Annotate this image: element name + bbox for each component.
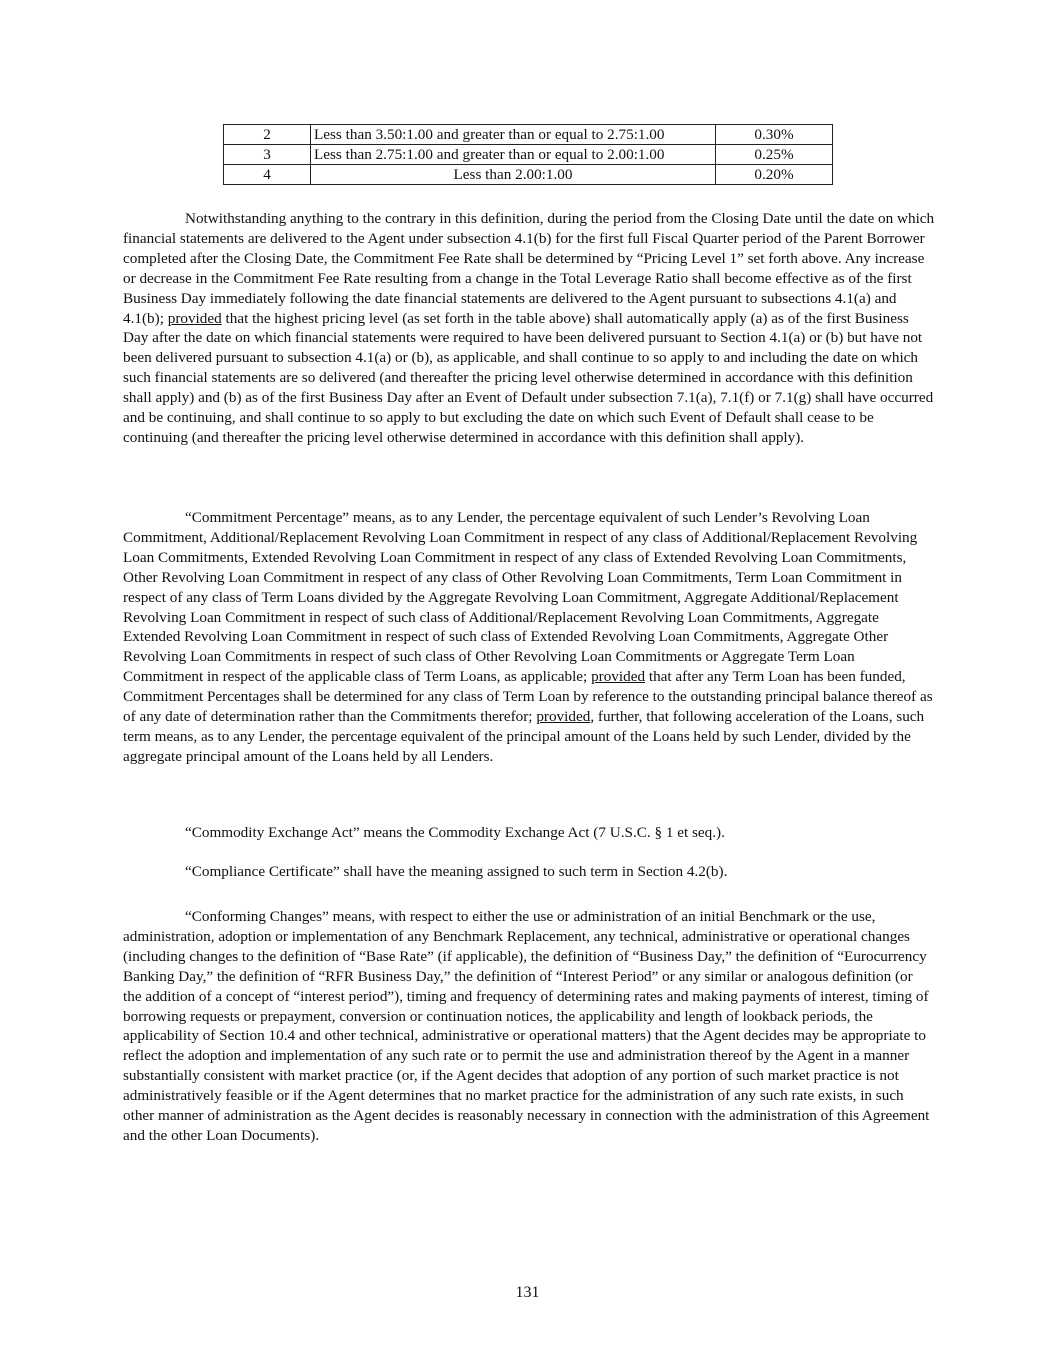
fee-rate-cell: 0.25% [716, 145, 833, 165]
table-row [224, 145, 833, 165]
pricing-level-cell: 4 [224, 165, 311, 185]
leverage-ratio-cell: Less than 2.75:1.00 and greater than or equal to 2.00:1.00 [311, 145, 716, 165]
leverage-ratio-cell: Less than 3.50:1.00 and greater than or equal to 2.75:1.00 [311, 125, 716, 145]
table-row [224, 125, 833, 145]
leverage-ratio-cell: Less than 2.00:1.00 [311, 165, 716, 185]
pricing-level-cell: 2 [224, 125, 311, 145]
provided-term: provided [167, 309, 222, 327]
commodity-exchange-act-definition: “Commodity Exchange Act” means the Commodity Exchange Act (7 U.S.C. § 1 et seq.). [185, 824, 725, 841]
provided-term: provided [591, 668, 646, 686]
fee-rate-cell: 0.20% [716, 165, 833, 185]
pricing-level-cell: 3 [224, 145, 311, 165]
provided-term: provided [536, 708, 591, 726]
fee-rate-cell: 0.30% [716, 125, 833, 145]
table-row [224, 165, 833, 185]
conforming-changes-definition: “Conforming Changes” means, with respect to either the use or administration of an initial Benchmark or the use, administration, adoption or implementation of any Benchmark Replacement, any technical, administrative or operational changes (including changes to the definition of “Base Rate” (if applicable), the definition of “Business Day,” the definition of “Eurocurrency Banking Day,” the definition of “RFR Business Day,” the definition of “Interest Period” or any similar or analogous definition (or the addition of a concept of “interest period”), timing and frequency of determining rates and making payments of interest, timing of borrowing requests or prepayment, conversion or continuation notices, the applicability and length of lookback periods, the applicability of Section 10.4 and other technical, administrative or operational matters) that the Agent decides may be appropriate to reflect the adoption and implementation of any such rate or to permit the use and administration thereof by the Agent in a manner substantially consistent with market practice (or, if the Agent decides that adoption of any portion of such market practice is not administratively feasible or if the Agent determines that no market practice for the administration of any such rate exists, in such other manner of administration as the Agent decides is reasonably necessary in connection with the administration of this Agreement and the other Loan Documents). [123, 908, 930, 1144]
page-number: 131 [515, 1284, 540, 1301]
compliance-certificate-definition: “Compliance Certificate” shall have the meaning assigned to such term in Section 4.2(b). [185, 863, 728, 880]
commitment-percentage-definition: “Commitment Percentage” means, as to any Lender, the percentage equivalent of such Lender’s Revolving Loan Commitment, Additional/Replacement Revolving Loan Commitment in respect of any class of Additional/Replacement Revolving Loan Commitments, Extended Revolving Loan Commitment in respect of any class of Extended Revolving Loan Commitments, Other Revolving Loan Commitment in respect of any class of Other Revolving Loan Commitments, Term Loan Commitment in respect of any class of Term Loans divided by the Aggregate Revolving Loan Commitment, Aggregate Additional/Replacement Revolving Loan Commitment in respect of such class of Additional/Replacement Revolving Loan Commitments, Aggregate Extended Revolving Loan Commitment in respect of such class of Extended Revolving Loan Commitments, Aggregate Other Revolving Loan Commitments in respect of such class of Other Revolving Loan Commitments or Aggregate Term Loan Commitment in respect of the applicable class of Term Loans, as applicable; provided that after any Term Loan has been funded, Commitment Percentages shall be determined for any class of Term Loan by reference to the outstanding principal balance thereof as of any date of determination rather than the Commitments therefor; provided, further, that following acceleration of the Loans, such term means, as to any Lender, the percentage equivalent of the principal amount of the Loans held by such Lender, divided by the aggregate principal amount of the Loans held by all Lenders. [123, 509, 933, 765]
pricing-period-paragraph: Notwithstanding anything to the contrary in this definition, during the period from the Closing Date until the date on which financial statements are delivered to the Agent under subsection 4.1(b) for the first full Fiscal Quarter period of the Parent Borrower completed after the Closing Date, the Commitment Fee Rate shall be determined by “Pricing Level 1” set forth above. Any increase or decrease in the Commitment Fee Rate resulting from a change in the Total Leverage Ratio shall become effective as of the first Business Day immediately following the date financial statements are delivered to the Agent pursuant to subsections 4.1(a) and 4.1(b); provided that the highest pricing level (as set forth in the table above) shall automatically apply (a) as of the first Business Day after the date on which financial statements were required to have been delivered pursuant to Section 4.1(a) or (b) but have not been delivered pursuant to subsection 4.1(a) or (b), as applicable, and shall continue to so apply to and including the date on which such financial statements are so delivered (and thereafter the pricing level otherwise determined in accordance with this definition shall apply) and (b) as of the first Business Day after an Event of Default under subsection 7.1(a), 7.1(f) or 7.1(g) shall have occurred and be continuing, and shall continue to so apply to but excluding the date on which such Event of Default shall cease to be continuing (and thereafter the pricing level otherwise determined in accordance with this definition shall apply). [123, 210, 935, 446]
pricing-level-table [223, 124, 833, 185]
